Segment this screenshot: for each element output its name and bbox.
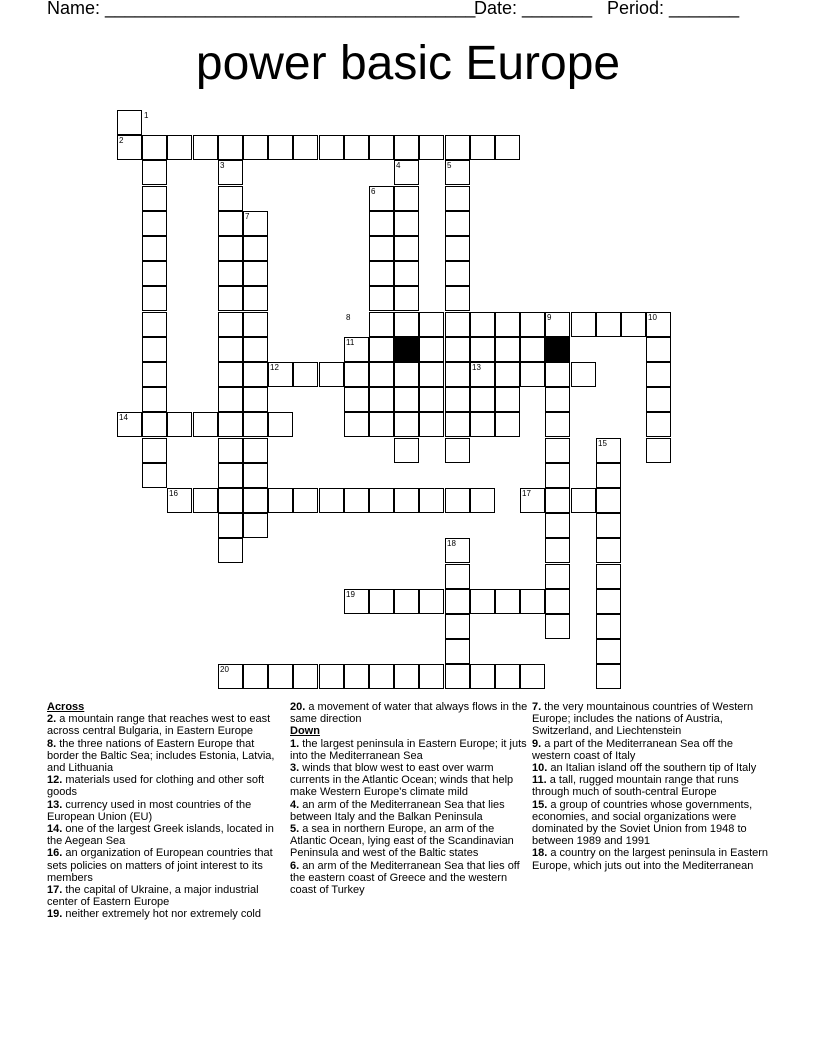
- clue-text: the three nations of Eastern Europe that border the Baltic Sea; includes Estonia, Latvia, and Lithuania: [47, 737, 275, 775]
- clue-item: [532, 738, 770, 762]
- grid-cell[interactable]: [495, 589, 520, 614]
- grid-cell[interactable]: [646, 412, 671, 437]
- clue-num: 12.: [47, 774, 63, 787]
- grid-cell[interactable]: [646, 438, 671, 463]
- clue-item: [290, 762, 528, 799]
- clue-item: [532, 701, 770, 738]
- clue-number: 2: [119, 136, 124, 145]
- clue-item: [47, 774, 279, 798]
- grid-cell[interactable]: [445, 337, 470, 362]
- clue-num: 18.: [532, 847, 548, 860]
- clue-number: 17: [522, 489, 531, 498]
- clue-text: the capital of Ukraine, a major industrial center of Eastern Europe: [47, 884, 259, 909]
- clue-number: 14: [119, 413, 128, 422]
- black-square: [394, 337, 419, 362]
- grid-cell[interactable]: [142, 135, 167, 160]
- grid-cell[interactable]: [596, 664, 621, 689]
- grid-cell[interactable]: [445, 286, 470, 311]
- grid-cell[interactable]: [445, 186, 470, 211]
- period-field[interactable]: Period: _______: [607, 0, 740, 18]
- clue-number: 9: [547, 313, 552, 322]
- grid-cell[interactable]: [142, 312, 167, 337]
- clue-num: 16.: [47, 847, 63, 860]
- clue-num: 19.: [47, 908, 63, 921]
- grid-cell[interactable]: [596, 488, 621, 513]
- grid-cell[interactable]: [268, 135, 293, 160]
- grid-cell[interactable]: [369, 387, 394, 412]
- clue-item: [532, 762, 770, 774]
- grid-cell[interactable]: [218, 337, 243, 362]
- grid-cell[interactable]: [293, 488, 318, 513]
- grid-cell[interactable]: [218, 135, 243, 160]
- grid-cell[interactable]: [218, 186, 243, 211]
- grid-cell[interactable]: [369, 589, 394, 614]
- clue-item: [47, 713, 279, 737]
- clue-number: 13: [472, 363, 481, 372]
- grid-cell[interactable]: [268, 488, 293, 513]
- down-heading: Down: [290, 725, 320, 738]
- clue-num: 3.: [290, 762, 300, 775]
- grid-cell[interactable]: [319, 664, 344, 689]
- clue-num: 17.: [47, 884, 63, 897]
- grid-cell[interactable]: [369, 312, 394, 337]
- grid-cell[interactable]: [243, 387, 268, 412]
- grid-cell[interactable]: [545, 488, 570, 513]
- grid-cell[interactable]: [545, 513, 570, 538]
- grid-cell[interactable]: [142, 438, 167, 463]
- grid-cell[interactable]: [596, 639, 621, 664]
- clue-number: 1: [144, 111, 149, 120]
- grid-cell[interactable]: [142, 211, 167, 236]
- clue-number: 12: [270, 363, 279, 372]
- grid-cell[interactable]: [394, 438, 419, 463]
- clue-text: an arm of the Mediterranean Sea that lies between Italy and the Balkan Peninsula: [290, 798, 505, 823]
- grid-cell[interactable]: [142, 286, 167, 311]
- grid-cell[interactable]: [394, 412, 419, 437]
- grid-cell[interactable]: [243, 412, 268, 437]
- grid-cell[interactable]: [419, 337, 444, 362]
- clue-text: the largest peninsula in Eastern Europe; it juts into the Mediterranean Sea: [290, 737, 527, 762]
- clue-item: [532, 847, 770, 871]
- grid-cell[interactable]: [596, 312, 621, 337]
- clue-number: 11: [346, 338, 355, 347]
- clue-number: 7: [245, 212, 250, 221]
- grid-cell[interactable]: [243, 438, 268, 463]
- grid-cell[interactable]: [193, 412, 218, 437]
- grid-cell[interactable]: [243, 513, 268, 538]
- clue-number: 5: [447, 161, 452, 170]
- grid-cell[interactable]: [520, 312, 545, 337]
- clue-text: a tall, rugged mountain range that runs through much of south-central Europe: [532, 774, 739, 799]
- grid-cell[interactable]: [419, 412, 444, 437]
- grid-cell[interactable]: [445, 564, 470, 589]
- clue-num: 11.: [532, 774, 547, 787]
- grid-cell[interactable]: [394, 236, 419, 261]
- grid-cell[interactable]: [394, 286, 419, 311]
- clues-column-2: [290, 701, 528, 896]
- grid-cell[interactable]: [445, 639, 470, 664]
- grid-cell[interactable]: [445, 589, 470, 614]
- down-clue-list: [290, 738, 528, 897]
- clues-column-3: [532, 701, 770, 872]
- clue-num: 6.: [290, 859, 300, 872]
- grid-cell[interactable]: [545, 412, 570, 437]
- grid-cell[interactable]: [142, 337, 167, 362]
- grid-cell[interactable]: [545, 564, 570, 589]
- clue-num: 5.: [290, 823, 300, 836]
- grid-cell[interactable]: [293, 135, 318, 160]
- grid-cell[interactable]: [218, 513, 243, 538]
- grid-cell[interactable]: [142, 412, 167, 437]
- clue-item: [47, 908, 279, 920]
- grid-cell[interactable]: [344, 362, 369, 387]
- clue-number: 6: [371, 187, 376, 196]
- grid-cell[interactable]: [142, 362, 167, 387]
- grid-cell[interactable]: [545, 614, 570, 639]
- grid-cell[interactable]: [596, 463, 621, 488]
- clue-number: 15: [598, 439, 607, 448]
- grid-cell[interactable]: [243, 337, 268, 362]
- clue-text: a part of the Mediterranean Sea off the western coast of Italy: [532, 737, 733, 762]
- clue-text: a country on the largest peninsula in Eastern Europe, which juts out into the Mediterranean: [532, 847, 769, 872]
- grid-cell[interactable]: [445, 261, 470, 286]
- clue-number: 16: [169, 489, 178, 498]
- grid-cell[interactable]: [646, 387, 671, 412]
- grid-cell[interactable]: [596, 564, 621, 589]
- grid-cell[interactable]: [394, 589, 419, 614]
- grid-cell[interactable]: [344, 488, 369, 513]
- grid-cell[interactable]: [520, 589, 545, 614]
- clue-item: [47, 884, 279, 908]
- grid-cell[interactable]: [445, 438, 470, 463]
- grid-cell[interactable]: [445, 488, 470, 513]
- clue-num: 1.: [290, 737, 300, 750]
- grid-cell[interactable]: [419, 135, 444, 160]
- grid-cell[interactable]: [646, 362, 671, 387]
- clue-item: [290, 701, 528, 725]
- grid-cell[interactable]: [495, 387, 520, 412]
- grid-cell[interactable]: [596, 513, 621, 538]
- grid-cell[interactable]: [470, 135, 495, 160]
- grid-cell[interactable]: [218, 412, 243, 437]
- grid-cell[interactable]: [470, 488, 495, 513]
- clue-item: [47, 738, 279, 775]
- grid-cell[interactable]: [470, 412, 495, 437]
- grid-cell[interactable]: [369, 286, 394, 311]
- clue-number: 4: [396, 161, 401, 170]
- clue-text: neither extremely hot nor extremely cold: [62, 908, 261, 921]
- grid-cell[interactable]: [596, 614, 621, 639]
- grid-cell[interactable]: [470, 337, 495, 362]
- grid-cell[interactable]: [470, 387, 495, 412]
- grid-cell[interactable]: [193, 135, 218, 160]
- grid-cell[interactable]: [470, 664, 495, 689]
- grid-cell[interactable]: [545, 463, 570, 488]
- grid-cell[interactable]: [419, 664, 444, 689]
- clue-item: [290, 860, 528, 897]
- name-field[interactable]: Name: _____________________________________: [47, 0, 476, 18]
- clue-number: 10: [648, 313, 657, 322]
- grid-cell[interactable]: [218, 362, 243, 387]
- clue-text: an organization of European countries that sets policies on matters of joint interest to its members: [47, 847, 273, 884]
- grid-cell[interactable]: [445, 211, 470, 236]
- grid-cell[interactable]: [319, 488, 344, 513]
- grid-cell[interactable]: [394, 135, 419, 160]
- grid-cell[interactable]: [394, 664, 419, 689]
- clue-number: 8: [346, 313, 351, 322]
- grid-cell[interactable]: [445, 236, 470, 261]
- clue-text: an arm of the Mediterranean Sea that lies off the eastern coast of Greece and the western coast of Turkey: [290, 859, 520, 897]
- grid-cell[interactable]: [571, 312, 596, 337]
- clue-text: an Italian island off the southern tip of Italy: [547, 762, 757, 775]
- grid-cell[interactable]: [470, 589, 495, 614]
- grid-cell[interactable]: [142, 463, 167, 488]
- grid-cell[interactable]: [369, 337, 394, 362]
- grid-cell[interactable]: [243, 286, 268, 311]
- grid-cell[interactable]: [495, 337, 520, 362]
- grid-cell[interactable]: [545, 538, 570, 563]
- grid-cell[interactable]: [445, 362, 470, 387]
- grid-cell[interactable]: [218, 488, 243, 513]
- grid-cell[interactable]: [142, 160, 167, 185]
- puzzle-title: power basic Europe: [195, 37, 621, 90]
- grid-cell[interactable]: [117, 110, 142, 135]
- grid-cell[interactable]: [218, 312, 243, 337]
- grid-cell[interactable]: [319, 362, 344, 387]
- clue-text: a group of countries whose governments, economies, and social organizations were dominated by the Soviet Union from 1948 to between 1989 and 1991: [532, 798, 753, 848]
- grid-cell[interactable]: [596, 589, 621, 614]
- grid-cell[interactable]: [445, 312, 470, 337]
- grid-cell[interactable]: [243, 664, 268, 689]
- grid-cell[interactable]: [243, 261, 268, 286]
- clue-num: 2.: [47, 713, 57, 726]
- grid-cell[interactable]: [218, 261, 243, 286]
- grid-cell[interactable]: [268, 412, 293, 437]
- grid-cell[interactable]: [394, 211, 419, 236]
- grid-cell[interactable]: [243, 463, 268, 488]
- clue-number: 20: [220, 665, 229, 674]
- clue-num: 7.: [532, 701, 542, 713]
- grid-cell[interactable]: [218, 538, 243, 563]
- black-square: [545, 337, 570, 362]
- grid-cell[interactable]: [394, 387, 419, 412]
- clue-item: [47, 799, 279, 823]
- grid-cell[interactable]: [193, 488, 218, 513]
- grid-cell[interactable]: [445, 412, 470, 437]
- grid-cell[interactable]: [621, 312, 646, 337]
- grid-cell[interactable]: [369, 412, 394, 437]
- clue-number: 3: [220, 161, 225, 170]
- clue-number: 19: [346, 590, 355, 599]
- down-clue-list-continued: [532, 701, 770, 872]
- grid-cell[interactable]: [369, 362, 394, 387]
- grid-cell[interactable]: [243, 312, 268, 337]
- clue-text: a movement of water that always flows in the same direction: [290, 701, 528, 726]
- grid-cell[interactable]: [243, 362, 268, 387]
- clue-text: currency used in most countries of the European Union (EU): [47, 798, 252, 823]
- grid-cell[interactable]: [419, 387, 444, 412]
- grid-cell[interactable]: [646, 337, 671, 362]
- grid-cell[interactable]: [243, 236, 268, 261]
- grid-cell[interactable]: [445, 664, 470, 689]
- clue-item: [47, 823, 279, 847]
- clue-item: [290, 738, 528, 762]
- grid-cell[interactable]: [545, 589, 570, 614]
- grid-cell[interactable]: [369, 261, 394, 286]
- clue-text: one of the largest Greek islands, located in the Aegean Sea: [47, 823, 274, 848]
- grid-cell[interactable]: [495, 664, 520, 689]
- grid-cell[interactable]: [445, 614, 470, 639]
- grid-cell[interactable]: [369, 211, 394, 236]
- across-clue-list-continued: [290, 701, 528, 725]
- grid-cell[interactable]: [495, 312, 520, 337]
- clue-text: winds that blow west to east over warm currents in the Atlantic Ocean; winds that help make Western Europe's climate mild: [290, 762, 514, 799]
- clue-text: a mountain range that reaches west to east across central Bulgaria, in Eastern Europe: [47, 713, 271, 738]
- grid-cell[interactable]: [495, 135, 520, 160]
- grid-cell[interactable]: [243, 135, 268, 160]
- grid-cell[interactable]: [545, 362, 570, 387]
- grid-cell[interactable]: [596, 538, 621, 563]
- clue-number: 18: [447, 539, 456, 548]
- grid-cell[interactable]: [495, 412, 520, 437]
- grid-cell[interactable]: [142, 186, 167, 211]
- grid-cell[interactable]: [419, 488, 444, 513]
- clue-item: [290, 823, 528, 860]
- clue-num: 10.: [532, 762, 548, 775]
- clue-num: 9.: [532, 737, 542, 750]
- clue-item: [532, 774, 770, 798]
- grid-cell[interactable]: [319, 135, 344, 160]
- grid-cell[interactable]: [344, 412, 369, 437]
- across-clue-list: [47, 713, 279, 920]
- grid-cell[interactable]: [344, 664, 369, 689]
- grid-cell[interactable]: [142, 387, 167, 412]
- grid-cell[interactable]: [419, 362, 444, 387]
- clue-num: 13.: [47, 798, 63, 811]
- clue-num: 4.: [290, 798, 300, 811]
- clue-item: [290, 799, 528, 823]
- grid-cell[interactable]: [142, 261, 167, 286]
- grid-cell[interactable]: [445, 135, 470, 160]
- grid-cell[interactable]: [369, 236, 394, 261]
- clues-column-1: [47, 701, 279, 921]
- grid-cell[interactable]: [571, 362, 596, 387]
- grid-cell[interactable]: [344, 387, 369, 412]
- clue-num: 15.: [532, 798, 548, 811]
- grid-cell[interactable]: [369, 488, 394, 513]
- grid-cell[interactable]: [142, 236, 167, 261]
- grid-cell[interactable]: [470, 312, 495, 337]
- grid-cell[interactable]: [394, 488, 419, 513]
- grid-cell[interactable]: [167, 135, 192, 160]
- grid-cell[interactable]: [571, 488, 596, 513]
- clue-text: materials used for clothing and other soft goods: [47, 774, 265, 799]
- grid-cell[interactable]: [167, 412, 192, 437]
- grid-cell[interactable]: [545, 387, 570, 412]
- date-field[interactable]: Date: _______: [474, 0, 593, 18]
- grid-cell[interactable]: [495, 362, 520, 387]
- grid-cell[interactable]: [520, 337, 545, 362]
- grid-cell[interactable]: [218, 387, 243, 412]
- clue-text: a sea in northern Europe, an arm of the Atlantic Ocean, lying east of the Scandinavian Peninsula and west of the Baltic states: [290, 823, 514, 860]
- grid-cell[interactable]: [545, 438, 570, 463]
- grid-cell[interactable]: [394, 261, 419, 286]
- grid-cell[interactable]: [419, 312, 444, 337]
- grid-cell[interactable]: [243, 488, 268, 513]
- grid-cell[interactable]: [218, 463, 243, 488]
- clue-num: 14.: [47, 823, 63, 836]
- across-heading: Across: [47, 701, 85, 713]
- grid-cell[interactable]: [369, 664, 394, 689]
- clue-item: [47, 847, 279, 884]
- clue-text: the very mountainous countries of Western Europe; includes the nations of Austria, Switzerland, and Liechtenstein: [532, 701, 754, 738]
- grid-cell[interactable]: [218, 236, 243, 261]
- grid-cell[interactable]: [394, 312, 419, 337]
- grid-cell[interactable]: [394, 186, 419, 211]
- grid-cell[interactable]: [369, 135, 394, 160]
- grid-cell[interactable]: [394, 362, 419, 387]
- grid-cell[interactable]: [293, 362, 318, 387]
- grid-cell[interactable]: [520, 664, 545, 689]
- grid-cell[interactable]: [218, 286, 243, 311]
- grid-cell[interactable]: [218, 438, 243, 463]
- clue-num: 20.: [290, 701, 306, 713]
- grid-cell[interactable]: [293, 664, 318, 689]
- grid-cell[interactable]: [218, 211, 243, 236]
- clue-num: 8.: [47, 737, 57, 750]
- grid-cell[interactable]: [520, 362, 545, 387]
- grid-cell[interactable]: [344, 135, 369, 160]
- grid-cell[interactable]: [445, 387, 470, 412]
- grid-cell[interactable]: [268, 664, 293, 689]
- clue-item: [532, 799, 770, 848]
- grid-cell[interactable]: [419, 589, 444, 614]
